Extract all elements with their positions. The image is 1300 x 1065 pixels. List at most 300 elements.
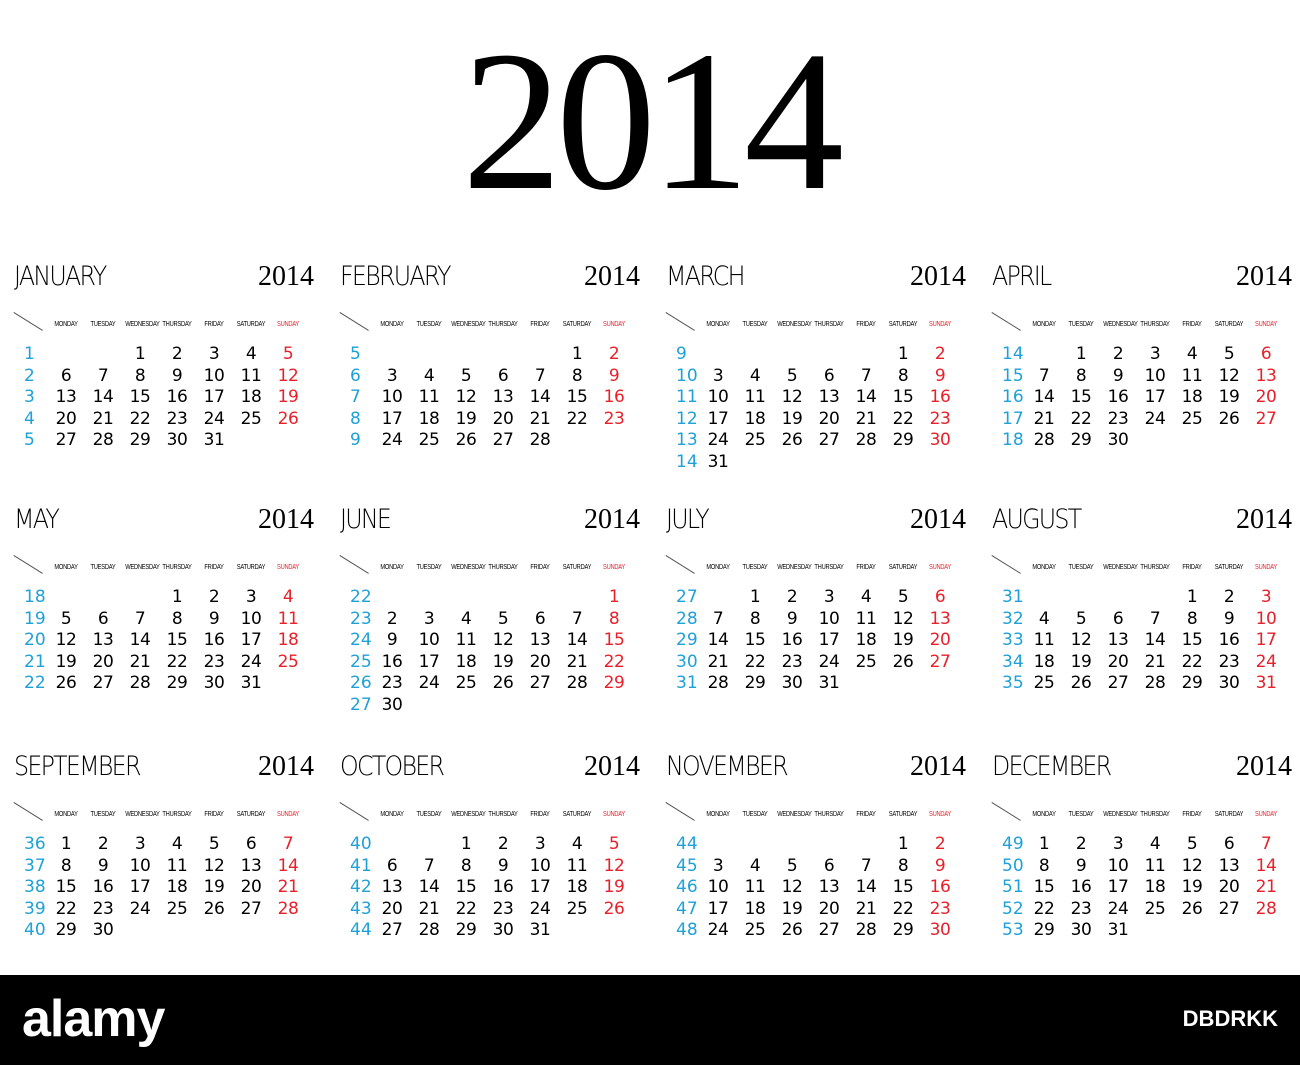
weekday-header: THURSDAY [1140, 564, 1170, 571]
day-cell: 19 [892, 630, 914, 651]
day-cell: 31 [529, 920, 551, 941]
month-year: 2014 [1236, 751, 1292, 782]
week-number: 10 [676, 365, 698, 386]
day-cell: 25 [744, 920, 766, 941]
day-cell: 6 [823, 365, 835, 386]
day-cell: 9 [208, 608, 220, 629]
day-cell: 17 [707, 408, 729, 429]
day-cell: 19 [277, 387, 299, 408]
day-cell: 8 [897, 855, 909, 876]
day-cell: 24 [707, 920, 729, 941]
day-cell: 5 [608, 834, 620, 854]
weekday-header: SUNDAY [928, 321, 952, 328]
day-cell: 26 [1070, 673, 1092, 694]
day-cell: 10 [129, 855, 151, 876]
month-year: 2014 [258, 261, 314, 292]
day-cell: 13 [492, 387, 514, 408]
day-cell: 21 [92, 408, 114, 429]
day-cell: 28 [855, 920, 877, 941]
day-cell: 6 [245, 834, 257, 854]
day-cell: 21 [855, 408, 877, 429]
weekday-header: TUESDAY [416, 811, 442, 818]
day-cell: 10 [707, 877, 729, 898]
day-cell: 24 [381, 430, 403, 451]
day-cell: 8 [1075, 365, 1087, 386]
month-july [666, 505, 966, 730]
day-cell: 11 [277, 608, 299, 629]
day-cell: 23 [781, 651, 803, 672]
day-cell: 22 [744, 651, 766, 672]
day-cell: 3 [712, 855, 724, 876]
month-name: MAY [14, 504, 59, 535]
week-number: 5 [24, 430, 35, 451]
month-name: NOVEMBER [666, 751, 787, 782]
day-cell: 9 [608, 365, 620, 386]
weekday-header: TUESDAY [1068, 811, 1094, 818]
day-cell: 20 [55, 408, 77, 429]
day-cell: 17 [240, 630, 262, 651]
week-number: 44 [676, 834, 698, 854]
weekday-header: SUNDAY [602, 811, 626, 818]
day-cell: 2 [171, 344, 183, 364]
day-cell: 22 [166, 651, 188, 672]
day-cell: 9 [171, 365, 183, 386]
day-cell: 12 [1218, 365, 1240, 386]
day-cell: 18 [855, 630, 877, 651]
day-cell: 25 [566, 898, 588, 919]
day-cell: 19 [492, 651, 514, 672]
week-number: 26 [350, 673, 372, 694]
day-cell: 14 [1255, 855, 1277, 876]
week-number: 51 [1002, 877, 1024, 898]
day-cell: 30 [166, 430, 188, 451]
day-cell: 25 [1144, 898, 1166, 919]
day-cell: 8 [897, 365, 909, 386]
week-number: 20 [24, 630, 46, 651]
day-cell: 4 [749, 855, 761, 876]
day-cell: 28 [855, 430, 877, 451]
day-cell: 25 [1033, 673, 1055, 694]
day-cell: 14 [566, 630, 588, 651]
day-cell: 6 [534, 608, 546, 629]
day-cell: 12 [892, 608, 914, 629]
month-year: 2014 [584, 751, 640, 782]
day-cell: 12 [203, 855, 225, 876]
day-cell: 17 [1107, 877, 1129, 898]
day-cell: 28 [529, 430, 551, 451]
day-cell: 1 [749, 587, 761, 607]
week-number: 50 [1002, 855, 1024, 876]
weekday-header: WEDNESDAY [1103, 564, 1138, 571]
day-cell: 15 [566, 387, 588, 408]
day-cell: 29 [455, 920, 477, 941]
day-cell: 5 [208, 834, 220, 854]
weekday-header: MONDAY [706, 321, 730, 328]
weekday-header: TUESDAY [1068, 321, 1094, 328]
day-cell: 20 [529, 651, 551, 672]
weekday-header: THURSDAY [1140, 811, 1170, 818]
weekday-header: WEDNESDAY [777, 811, 812, 818]
day-cell: 1 [1186, 587, 1198, 607]
week-number: 35 [1002, 673, 1024, 694]
month-name: JUNE [340, 504, 391, 535]
day-cell: 24 [529, 898, 551, 919]
weekday-header: WEDNESDAY [451, 564, 486, 571]
month-year: 2014 [584, 504, 640, 535]
week-number: 46 [676, 877, 698, 898]
week-number: 22 [24, 673, 46, 694]
weekday-header: WEDNESDAY [1103, 811, 1138, 818]
day-cell: 21 [1255, 877, 1277, 898]
day-cell: 3 [423, 608, 435, 629]
day-cell: 22 [55, 898, 77, 919]
day-cell: 4 [571, 834, 583, 854]
month-name: DECEMBER [992, 751, 1111, 782]
day-cell: 27 [55, 430, 77, 451]
week-number: 31 [1002, 587, 1024, 607]
day-cell: 26 [781, 430, 803, 451]
day-cell: 15 [1181, 630, 1203, 651]
month-august [992, 505, 1292, 730]
weekday-header: THURSDAY [162, 564, 192, 571]
week-number: 7 [350, 387, 361, 408]
weekday-header: FRIDAY [1182, 564, 1202, 571]
day-cell: 27 [929, 651, 951, 672]
day-cell: 22 [1070, 408, 1092, 429]
month-year: 2014 [1236, 261, 1292, 292]
day-cell: 18 [744, 898, 766, 919]
day-cell: 23 [929, 898, 951, 919]
day-cell: 16 [381, 651, 403, 672]
weekday-header: MONDAY [706, 811, 730, 818]
day-cell: 19 [203, 877, 225, 898]
day-cell: 14 [855, 387, 877, 408]
day-cell: 12 [455, 387, 477, 408]
day-cell: 15 [603, 630, 625, 651]
week-number: 40 [24, 920, 46, 941]
weekday-header: WEDNESDAY [777, 321, 812, 328]
day-cell: 17 [529, 877, 551, 898]
day-cell: 7 [423, 855, 435, 876]
corner-divider [665, 802, 694, 821]
day-cell: 5 [460, 365, 472, 386]
weekday-header: WEDNESDAY [451, 321, 486, 328]
day-cell: 16 [203, 630, 225, 651]
weekday-header: SUNDAY [602, 564, 626, 571]
day-cell: 24 [203, 408, 225, 429]
day-cell: 3 [1260, 587, 1272, 607]
day-cell: 16 [781, 630, 803, 651]
day-cell: 3 [1112, 834, 1124, 854]
day-cell: 10 [1107, 855, 1129, 876]
day-cell: 9 [934, 365, 946, 386]
weekday-header: SATURDAY [888, 321, 918, 328]
weekday-header: WEDNESDAY [451, 811, 486, 818]
week-number: 11 [676, 387, 698, 408]
day-cell: 7 [1149, 608, 1161, 629]
day-cell: 22 [1181, 651, 1203, 672]
month-june [340, 505, 640, 730]
day-cell: 6 [1112, 608, 1124, 629]
corner-divider [665, 312, 694, 331]
day-cell: 1 [460, 834, 472, 854]
day-cell: 13 [818, 877, 840, 898]
day-cell: 30 [1218, 673, 1240, 694]
day-cell: 11 [744, 387, 766, 408]
month-name: AUGUST [992, 504, 1081, 535]
month-name: MARCH [666, 261, 744, 292]
day-cell: 29 [166, 673, 188, 694]
day-cell: 7 [712, 608, 724, 629]
week-number: 31 [676, 673, 698, 694]
day-cell: 20 [381, 898, 403, 919]
day-cell: 13 [1107, 630, 1129, 651]
weekday-header: FRIDAY [856, 321, 876, 328]
day-cell: 20 [492, 408, 514, 429]
day-cell: 14 [855, 877, 877, 898]
day-cell: 2 [786, 587, 798, 607]
day-cell: 21 [1144, 651, 1166, 672]
watermark-image-id: DBDRKK [1182, 1006, 1278, 1031]
month-march [666, 262, 966, 487]
week-number: 45 [676, 855, 698, 876]
day-cell: 23 [492, 898, 514, 919]
weekday-header: MONDAY [380, 321, 404, 328]
day-cell: 29 [892, 430, 914, 451]
day-cell: 5 [897, 587, 909, 607]
day-cell: 21 [129, 651, 151, 672]
day-cell: 19 [603, 877, 625, 898]
corner-divider [665, 555, 694, 574]
day-cell: 25 [277, 651, 299, 672]
weekday-header: TUESDAY [90, 564, 116, 571]
day-cell: 2 [386, 608, 398, 629]
week-number: 34 [1002, 651, 1024, 672]
day-cell: 22 [892, 408, 914, 429]
day-cell: 18 [277, 630, 299, 651]
week-number: 30 [676, 651, 698, 672]
week-number: 4 [24, 408, 35, 429]
day-cell: 20 [240, 877, 262, 898]
weekday-header: TUESDAY [416, 321, 442, 328]
day-cell: 26 [1181, 898, 1203, 919]
day-cell: 22 [455, 898, 477, 919]
day-cell: 9 [1075, 855, 1087, 876]
day-cell: 5 [497, 608, 509, 629]
day-cell: 13 [929, 608, 951, 629]
weekday-header: THURSDAY [814, 564, 844, 571]
day-cell: 17 [129, 877, 151, 898]
day-cell: 14 [1144, 630, 1166, 651]
day-cell: 16 [929, 877, 951, 898]
day-cell: 24 [1107, 898, 1129, 919]
weekday-header: SATURDAY [888, 811, 918, 818]
week-number: 44 [350, 920, 372, 941]
day-cell: 9 [1223, 608, 1235, 629]
day-cell: 30 [381, 695, 403, 715]
day-cell: 21 [529, 408, 551, 429]
day-cell: 13 [818, 387, 840, 408]
day-cell: 22 [892, 898, 914, 919]
week-number: 1 [24, 344, 35, 364]
day-cell: 13 [381, 877, 403, 898]
month-name: APRIL [992, 261, 1051, 292]
day-cell: 2 [934, 344, 946, 364]
week-number: 19 [24, 608, 46, 629]
week-number: 18 [1002, 430, 1024, 451]
day-cell: 11 [455, 630, 477, 651]
week-number: 5 [350, 344, 361, 364]
day-cell: 29 [892, 920, 914, 941]
month-name: FEBRUARY [340, 261, 450, 292]
day-cell: 14 [418, 877, 440, 898]
weekday-header: SUNDAY [1254, 321, 1278, 328]
day-cell: 26 [277, 408, 299, 429]
month-name: SEPTEMBER [14, 751, 140, 782]
day-cell: 25 [418, 430, 440, 451]
day-cell: 10 [707, 387, 729, 408]
week-number: 43 [350, 898, 372, 919]
day-cell: 10 [1144, 365, 1166, 386]
day-cell: 28 [566, 673, 588, 694]
day-cell: 4 [282, 587, 294, 607]
day-cell: 21 [855, 898, 877, 919]
day-cell: 26 [55, 673, 77, 694]
day-cell: 2 [1112, 344, 1124, 364]
week-number: 2 [24, 365, 35, 386]
day-cell: 29 [603, 673, 625, 694]
day-cell: 9 [934, 855, 946, 876]
day-cell: 25 [166, 898, 188, 919]
day-cell: 2 [208, 587, 220, 607]
day-cell: 3 [712, 365, 724, 386]
day-cell: 15 [892, 387, 914, 408]
corner-divider [339, 312, 368, 331]
month-february [340, 262, 640, 487]
day-cell: 6 [497, 365, 509, 386]
day-cell: 13 [92, 630, 114, 651]
day-cell: 28 [92, 430, 114, 451]
page-title: 2014 [462, 11, 838, 232]
weekday-header: MONDAY [54, 564, 78, 571]
weekday-header: THURSDAY [162, 321, 192, 328]
day-cell: 27 [381, 920, 403, 941]
weekday-header: FRIDAY [204, 564, 224, 571]
day-cell: 27 [1255, 408, 1277, 429]
day-cell: 16 [1070, 877, 1092, 898]
weekday-header: SATURDAY [1214, 321, 1244, 328]
weekday-header: FRIDAY [1182, 811, 1202, 818]
weekday-header: SATURDAY [888, 564, 918, 571]
week-number: 41 [350, 855, 372, 876]
weekday-header: FRIDAY [204, 321, 224, 328]
day-cell: 11 [1144, 855, 1166, 876]
day-cell: 30 [492, 920, 514, 941]
day-cell: 31 [203, 430, 225, 451]
day-cell: 8 [1038, 855, 1050, 876]
day-cell: 11 [166, 855, 188, 876]
day-cell: 27 [1218, 898, 1240, 919]
week-number: 13 [676, 430, 698, 451]
day-cell: 20 [929, 630, 951, 651]
day-cell: 11 [418, 387, 440, 408]
day-cell: 6 [1223, 834, 1235, 854]
day-cell: 27 [492, 430, 514, 451]
day-cell: 13 [529, 630, 551, 651]
day-cell: 8 [749, 608, 761, 629]
week-number: 18 [24, 587, 46, 607]
day-cell: 23 [1070, 898, 1092, 919]
week-number: 40 [350, 834, 372, 854]
day-cell: 18 [166, 877, 188, 898]
weekday-header: WEDNESDAY [125, 564, 160, 571]
day-cell: 30 [929, 920, 951, 941]
weekday-header: THURSDAY [1140, 321, 1170, 328]
weekday-header: TUESDAY [1068, 564, 1094, 571]
day-cell: 24 [1144, 408, 1166, 429]
day-cell: 19 [1181, 877, 1203, 898]
day-cell: 29 [1033, 920, 1055, 941]
day-cell: 13 [1255, 365, 1277, 386]
day-cell: 28 [1255, 898, 1277, 919]
weekday-header: SATURDAY [562, 811, 592, 818]
day-cell: 10 [1255, 608, 1277, 629]
day-cell: 20 [92, 651, 114, 672]
month-september [14, 752, 314, 977]
weekday-header: SUNDAY [276, 564, 300, 571]
day-cell: 20 [1255, 387, 1277, 408]
day-cell: 23 [1218, 651, 1240, 672]
day-cell: 9 [1112, 365, 1124, 386]
day-cell: 8 [171, 608, 183, 629]
day-cell: 18 [240, 387, 262, 408]
month-january [14, 262, 314, 487]
watermark-bar [0, 975, 1300, 1065]
weekday-header: MONDAY [54, 321, 78, 328]
day-cell: 8 [60, 855, 72, 876]
corner-divider [339, 555, 368, 574]
day-cell: 12 [781, 387, 803, 408]
weekday-header: MONDAY [380, 811, 404, 818]
month-year: 2014 [910, 261, 966, 292]
weekday-header: FRIDAY [856, 811, 876, 818]
day-cell: 2 [97, 834, 109, 854]
day-cell: 14 [129, 630, 151, 651]
day-cell: 4 [423, 365, 435, 386]
weekday-header: THURSDAY [488, 564, 518, 571]
weekday-header: TUESDAY [742, 564, 768, 571]
day-cell: 3 [534, 834, 546, 854]
day-cell: 2 [1223, 587, 1235, 607]
day-cell: 5 [786, 365, 798, 386]
day-cell: 26 [892, 651, 914, 672]
weekday-header: SATURDAY [236, 811, 266, 818]
day-cell: 30 [1107, 430, 1129, 451]
day-cell: 4 [860, 587, 872, 607]
week-number: 29 [676, 630, 698, 651]
day-cell: 5 [282, 344, 294, 364]
day-cell: 12 [1181, 855, 1203, 876]
day-cell: 27 [92, 673, 114, 694]
day-cell: 30 [929, 430, 951, 451]
weekday-header: SUNDAY [928, 564, 952, 571]
day-cell: 19 [1218, 387, 1240, 408]
day-cell: 24 [1255, 651, 1277, 672]
day-cell: 11 [744, 877, 766, 898]
day-cell: 20 [818, 898, 840, 919]
day-cell: 31 [1255, 673, 1277, 694]
day-cell: 17 [381, 408, 403, 429]
